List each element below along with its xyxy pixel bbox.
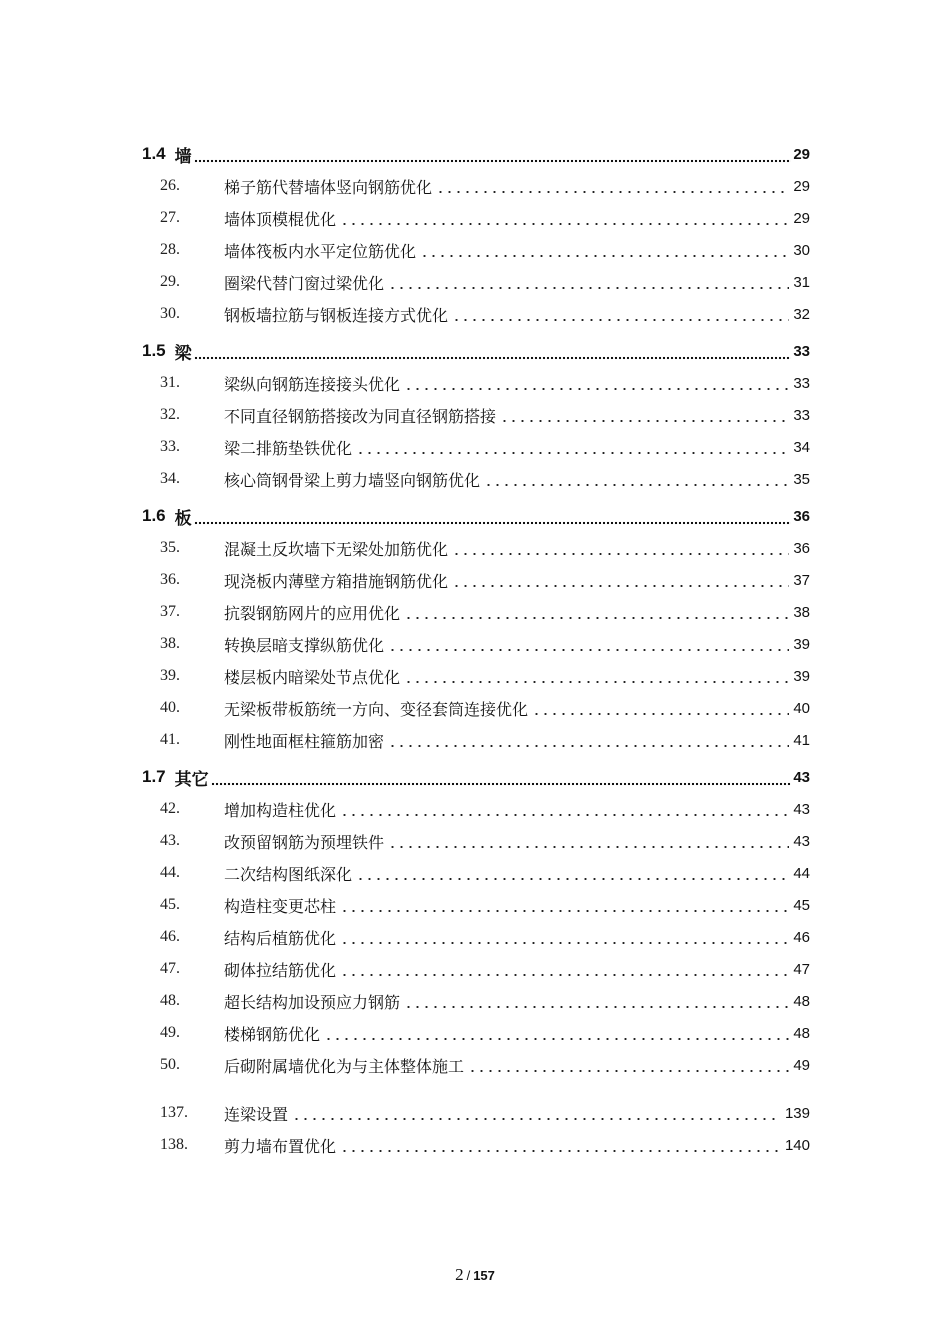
toc-entry-number: 137. <box>160 1104 188 1121</box>
toc-entry-title: 墙体筏板内水平定位筋优化 <box>224 241 417 261</box>
toc-entry-page: 139 <box>784 1104 810 1122</box>
dot-leader <box>402 596 789 628</box>
toc-entry-page: 40 <box>793 699 810 717</box>
section-page: 43 <box>793 768 810 786</box>
table-of-contents <box>142 138 810 1161</box>
dot-leader <box>386 825 789 857</box>
dot-leader <box>338 889 789 921</box>
toc-entry-number: 40. <box>160 699 180 716</box>
dot-leader <box>338 202 789 234</box>
toc-entry-title: 梁纵向钢筋连接接头优化 <box>224 374 401 394</box>
dot-leader <box>450 532 789 564</box>
toc-entry-number: 38. <box>160 635 180 652</box>
toc-entry-page: 47 <box>793 960 810 978</box>
toc-entry-number: 29. <box>160 273 180 290</box>
section-page: 33 <box>793 342 810 360</box>
toc-entry-title: 现浇板内薄壁方箱措施钢筋优化 <box>224 571 449 591</box>
toc-entry[interactable] <box>142 463 810 495</box>
dot-leader <box>450 298 789 330</box>
dot-leader <box>194 335 792 367</box>
dot-leader <box>498 399 789 431</box>
total-pages: 157 <box>473 1268 495 1283</box>
toc-entry-page: 33 <box>793 374 810 392</box>
toc-entry[interactable] <box>142 724 810 756</box>
toc-entry-title: 砌体拉结筋优化 <box>224 960 337 980</box>
toc-entry[interactable] <box>142 234 810 266</box>
dot-leader <box>402 985 789 1017</box>
toc-entry-page: 45 <box>793 896 810 914</box>
section-number: 1.7 <box>142 767 166 786</box>
toc-entry[interactable] <box>142 1129 810 1161</box>
section-title: 板 <box>174 508 192 529</box>
toc-entry-page: 35 <box>793 470 810 488</box>
toc-entry-title: 楼层板内暗梁处节点优化 <box>224 667 401 687</box>
toc-entry[interactable] <box>142 1049 810 1081</box>
dot-leader <box>450 564 789 596</box>
toc-entry-page: 38 <box>793 603 810 621</box>
spacer <box>142 1081 810 1097</box>
dot-leader <box>354 857 789 889</box>
dot-leader <box>530 692 789 724</box>
toc-section-heading[interactable] <box>142 138 810 170</box>
toc-section-heading[interactable] <box>142 500 810 532</box>
toc-entry-number: 43. <box>160 832 180 849</box>
toc-entry-number: 50. <box>160 1056 180 1073</box>
page-separator: / <box>466 1268 471 1283</box>
toc-entry-page: 43 <box>793 832 810 850</box>
toc-entry-title: 后砌附属墙优化为与主体整体施工 <box>224 1056 465 1076</box>
toc-entry-title: 钢板墙拉筋与钢板连接方式优化 <box>224 305 449 325</box>
toc-entry-number: 27. <box>160 209 180 226</box>
page-number <box>0 1265 950 1285</box>
toc-entry[interactable] <box>142 1017 810 1049</box>
toc-entry-number: 36. <box>160 571 180 588</box>
toc-entry-page: 36 <box>793 539 810 557</box>
toc-entry-page: 33 <box>793 406 810 424</box>
dot-leader <box>338 921 789 953</box>
toc-entry-page: 41 <box>793 731 810 749</box>
toc-entry[interactable] <box>142 170 810 202</box>
toc-entry-title: 刚性地面框柱箍筋加密 <box>224 731 385 751</box>
toc-entry-title: 改预留钢筋为预埋铁件 <box>224 832 385 852</box>
toc-entry-title: 剪力墙布置优化 <box>224 1136 337 1156</box>
toc-entry-page: 46 <box>793 928 810 946</box>
toc-entry[interactable] <box>142 692 810 724</box>
dot-leader <box>322 1017 789 1049</box>
section-number: 1.5 <box>142 341 166 360</box>
toc-entry-number: 28. <box>160 241 180 258</box>
toc-entry-number: 35. <box>160 539 180 556</box>
dot-leader <box>402 367 789 399</box>
toc-entry-number: 48. <box>160 992 180 1009</box>
toc-entry-number: 34. <box>160 470 180 487</box>
section-title: 其它 <box>174 769 209 790</box>
dot-leader <box>386 266 789 298</box>
dot-leader <box>402 660 789 692</box>
toc-entry-number: 44. <box>160 864 180 881</box>
toc-entry-page: 31 <box>793 273 810 291</box>
toc-section-heading[interactable] <box>142 761 810 793</box>
current-page: 2 <box>455 1265 464 1284</box>
section-title: 墙 <box>174 146 192 167</box>
dot-leader <box>418 234 789 266</box>
toc-entry-title: 增加构造柱优化 <box>224 800 337 820</box>
toc-entry-title: 构造柱变更芯柱 <box>224 896 337 916</box>
toc-entry[interactable] <box>142 921 810 953</box>
toc-entry-number: 30. <box>160 305 180 322</box>
dot-leader <box>338 793 789 825</box>
dot-leader <box>466 1049 789 1081</box>
toc-entry-title: 无梁板带板筋统一方向、变径套筒连接优化 <box>224 699 529 719</box>
toc-entry-page: 39 <box>793 667 810 685</box>
toc-entry[interactable] <box>142 1097 810 1129</box>
toc-entry-page: 29 <box>793 177 810 195</box>
toc-entry[interactable] <box>142 985 810 1017</box>
toc-entry-number: 31. <box>160 374 180 391</box>
toc-entry-number: 45. <box>160 896 180 913</box>
toc-entry-number: 39. <box>160 667 180 684</box>
toc-entry-title: 二次结构图纸深化 <box>224 864 353 884</box>
toc-entry[interactable] <box>142 431 810 463</box>
dot-leader <box>290 1097 781 1129</box>
toc-entry[interactable] <box>142 399 810 431</box>
toc-entry[interactable] <box>142 953 810 985</box>
toc-entry-number: 41. <box>160 731 180 748</box>
dot-leader <box>386 628 789 660</box>
toc-entry[interactable] <box>142 298 810 330</box>
dot-leader <box>338 953 789 985</box>
toc-entry[interactable] <box>142 367 810 399</box>
dot-leader <box>338 1129 781 1161</box>
toc-entry-title: 抗裂钢筋网片的应用优化 <box>224 603 401 623</box>
toc-entry-title: 超长结构加设预应力钢筋 <box>224 992 401 1012</box>
toc-entry-page: 48 <box>793 992 810 1010</box>
toc-entry[interactable] <box>142 202 810 234</box>
toc-entry-title: 楼梯钢筋优化 <box>224 1024 321 1044</box>
toc-entry-title: 梁二排筋垫铁优化 <box>224 438 353 458</box>
toc-entry-page: 48 <box>793 1024 810 1042</box>
dot-leader <box>482 463 789 495</box>
toc-entry-number: 26. <box>160 177 180 194</box>
toc-entry-title: 连梁设置 <box>224 1104 289 1124</box>
dot-leader <box>434 170 789 202</box>
toc-entry-number: 37. <box>160 603 180 620</box>
toc-entry-page: 49 <box>793 1056 810 1074</box>
toc-entry-title: 转换层暗支撑纵筋优化 <box>224 635 385 655</box>
toc-entry-title: 梯子筋代替墙体竖向钢筋优化 <box>224 177 433 197</box>
toc-entry-page: 39 <box>793 635 810 653</box>
toc-entry-page: 32 <box>793 305 810 323</box>
section-page: 36 <box>793 507 810 525</box>
toc-entry-number: 33. <box>160 438 180 455</box>
toc-entry-number: 42. <box>160 800 180 817</box>
toc-entry[interactable] <box>142 628 810 660</box>
toc-entry[interactable] <box>142 596 810 628</box>
toc-entry-page: 140 <box>784 1136 810 1154</box>
dot-leader <box>386 724 789 756</box>
toc-entry-number: 138. <box>160 1136 188 1153</box>
dot-leader <box>354 431 789 463</box>
section-title: 梁 <box>174 343 192 364</box>
toc-entry[interactable] <box>142 266 810 298</box>
toc-entry-page: 30 <box>793 241 810 259</box>
toc-entry[interactable] <box>142 793 810 825</box>
toc-entry-page: 37 <box>793 571 810 589</box>
toc-entry[interactable] <box>142 564 810 596</box>
toc-entry-title: 不同直径钢筋搭接改为同直径钢筋搭接 <box>224 406 497 426</box>
dot-leader <box>194 138 792 170</box>
toc-entry-number: 46. <box>160 928 180 945</box>
toc-entry-title: 核心筒钢骨梁上剪力墙竖向钢筋优化 <box>224 470 481 490</box>
toc-entry[interactable] <box>142 660 810 692</box>
toc-entry[interactable] <box>142 889 810 921</box>
toc-entry-number: 47. <box>160 960 180 977</box>
toc-entry[interactable] <box>142 825 810 857</box>
toc-entry-page: 44 <box>793 864 810 882</box>
toc-entry-number: 32. <box>160 406 180 423</box>
dot-leader <box>194 500 792 532</box>
toc-entry[interactable] <box>142 857 810 889</box>
toc-entry[interactable] <box>142 532 810 564</box>
toc-section-heading[interactable] <box>142 335 810 367</box>
toc-entry-page: 43 <box>793 800 810 818</box>
section-page: 29 <box>793 145 810 163</box>
toc-entry-page: 34 <box>793 438 810 456</box>
toc-entry-title: 混凝土反坎墙下无梁处加筋优化 <box>224 539 449 559</box>
toc-entry-page: 29 <box>793 209 810 227</box>
section-number: 1.6 <box>142 506 166 525</box>
dot-leader <box>211 761 792 793</box>
toc-entry-title: 结构后植筋优化 <box>224 928 337 948</box>
toc-entry-number: 49. <box>160 1024 180 1041</box>
toc-entry-title: 墙体顶模棍优化 <box>224 209 337 229</box>
toc-entry-title: 圈梁代替门窗过梁优化 <box>224 273 385 293</box>
section-number: 1.4 <box>142 144 166 163</box>
